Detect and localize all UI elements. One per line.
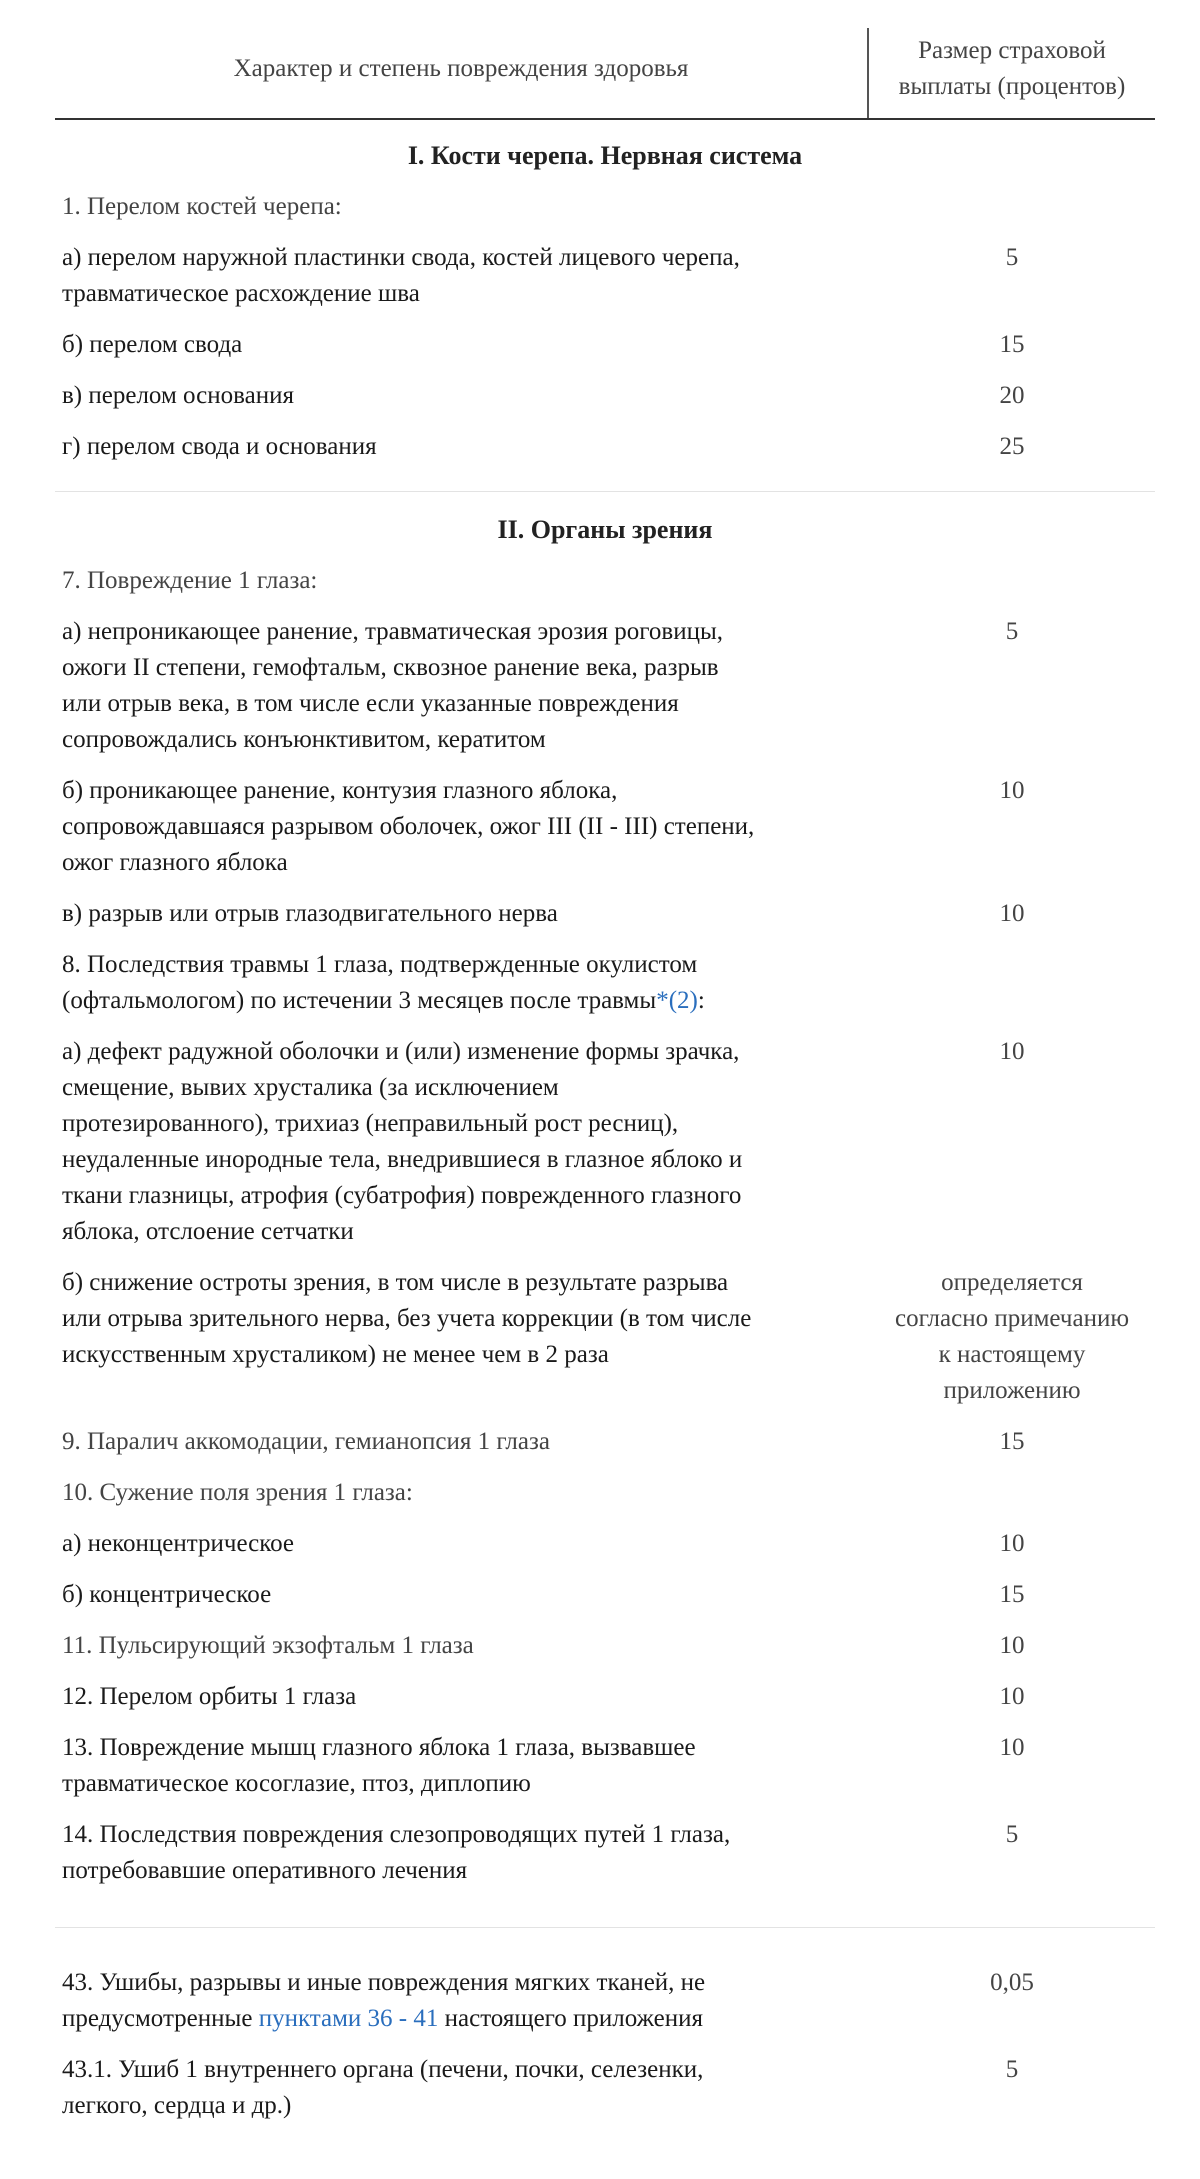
row-value: 15 (999, 1428, 1025, 1455)
table-row (55, 1958, 1155, 2045)
row-value-line: к настоящему (938, 1341, 1086, 1368)
row-value: 10 (999, 900, 1025, 927)
column-header-payment (869, 28, 1155, 118)
row-description-text: предусмотренные (62, 2005, 259, 2032)
row-description (55, 1265, 869, 1409)
row-description-line: 43.1. Ушиб 1 внутреннего органа (печени, почки, селезенки, (62, 2056, 704, 2083)
row-description (55, 1817, 869, 1889)
row-value (869, 947, 1155, 1019)
row-description (55, 773, 869, 881)
row-description: 10. Сужение поля зрения 1 глаза: (62, 1479, 413, 1506)
table-header (55, 28, 1155, 120)
row-description-line: ткани глазницы, атрофия (субатрофия) поврежденного глазного (62, 1182, 742, 1209)
row-description-line: смещение, вывих хрусталика (за исключением (62, 1074, 559, 1101)
row-description-line: травматическое расхождение шва (62, 280, 420, 307)
row-value: 5 (1005, 618, 1019, 645)
row-description-text: настоящего приложения (438, 2005, 703, 2032)
table-row (55, 1417, 1155, 1468)
row-description-line: б) снижение остроты зрения, в том числе в результате разрыва (62, 1269, 729, 1296)
row-description (55, 1965, 869, 2037)
table-row (55, 1621, 1155, 1672)
row-description (55, 947, 869, 1019)
row-value-line: определяется (941, 1269, 1083, 1296)
row-description-line: а) дефект радужной оболочки и (или) изменение формы зрачка, (62, 1038, 740, 1065)
row-description-line: яблока, отслоение сетчатки (62, 1218, 354, 1245)
row-description: 7. Повреждение 1 глаза: (62, 567, 318, 594)
table-row (55, 766, 1155, 889)
table-row (55, 1570, 1155, 1621)
row-value: 15 (999, 1581, 1025, 1608)
row-value-line: приложению (943, 1377, 1081, 1404)
row-description: б) перелом свода (62, 331, 243, 358)
table-row (55, 422, 1155, 473)
row-value: 10 (999, 777, 1025, 804)
row-value: 5 (1005, 2056, 1019, 2083)
row-description-line: легкого, сердца и др.) (62, 2092, 292, 2119)
row-description (55, 2052, 869, 2124)
row-description-line: а) непроникающее ранение, травматическая эрозия роговицы, (62, 618, 724, 645)
table-row (55, 233, 1155, 320)
row-description-line: потребовавшие оперативного лечения (62, 1857, 468, 1884)
row-value: 5 (1005, 1821, 1019, 1848)
row-description: б) концентрическое (62, 1581, 272, 1608)
row-value-line: согласно примечанию (894, 1305, 1130, 1332)
footnote-link[interactable]: *(2) (656, 987, 698, 1014)
section-title-vision: II. Органы зрения (497, 515, 713, 544)
row-description-line: сопровождались конъюнктивитом, кератитом (62, 726, 546, 753)
row-description-line: протезированного), трихиаз (неправильный рост ресниц), (62, 1110, 679, 1137)
row-description (55, 614, 869, 758)
insurance-payment-table (55, 28, 1155, 2132)
table-row (55, 556, 1155, 607)
table-row (55, 182, 1155, 233)
column-header-description: Характер и степень повреждения здоровья (55, 28, 869, 118)
column-header-payment-line1: Размер страховой (918, 37, 1106, 64)
row-description-line: ожог глазного яблока (62, 849, 288, 876)
row-description (55, 1730, 869, 1802)
row-value: 10 (999, 1683, 1025, 1710)
table-row (55, 1258, 1155, 1417)
row-description: г) перелом свода и основания (62, 433, 377, 460)
row-description-line: 43. Ушибы, разрывы и иные повреждения мягких тканей, не (62, 1969, 706, 1996)
row-description-line: б) проникающее ранение, контузия глазного яблока, (62, 777, 618, 804)
row-description-line: 14. Последствия повреждения слезопроводящих путей 1 глаза, (62, 1821, 731, 1848)
row-value: 10 (999, 1038, 1025, 1065)
row-description: 11. Пульсирующий экзофтальм 1 глаза (62, 1632, 474, 1659)
row-description-line (62, 2001, 857, 2037)
table-row (55, 2045, 1155, 2132)
row-description (55, 1034, 869, 1250)
row-value (869, 563, 1155, 599)
row-description-line: неудаленные инородные тела, внедрившиеся в глазное яблоко и (62, 1146, 743, 1173)
row-description: 12. Перелом орбиты 1 глаза (62, 1683, 357, 1710)
column-header-payment-line2: выплаты (процентов) (898, 73, 1126, 100)
row-value (869, 1475, 1155, 1511)
table-row (55, 371, 1155, 422)
row-description-line: сопровождавшаяся разрывом оболочек, ожог III (II - III) степени, (62, 813, 755, 840)
row-value: 20 (999, 382, 1025, 409)
row-description-text: (офтальмологом) по истечении 3 месяцев после травмы (62, 987, 657, 1014)
table-row (55, 320, 1155, 371)
row-description: в) перелом основания (62, 382, 294, 409)
table-row (55, 889, 1155, 940)
row-description-line: травматическое косоглазие, птоз, диплопию (62, 1770, 531, 1797)
row-description-line (62, 983, 857, 1019)
row-description: а) неконцентрическое (62, 1530, 295, 1557)
table-row (55, 1519, 1155, 1570)
row-description: 9. Паралич аккомодации, гемианопсия 1 глаза (62, 1428, 550, 1455)
row-value: 25 (999, 433, 1025, 460)
row-description: 1. Перелом костей черепа: (62, 193, 342, 220)
table-row (55, 1723, 1155, 1810)
row-description-line: или отрыва зрительного нерва, без учета коррекции (в том числе (62, 1305, 752, 1332)
row-value (869, 189, 1155, 225)
table-row (55, 1027, 1155, 1258)
table-row (55, 1810, 1155, 1897)
row-description-line: ожоги II степени, гемофтальм, сквозное ранение века, разрыв (62, 654, 719, 681)
row-description-line: а) перелом наружной пластинки свода, костей лицевого черепа, (62, 244, 740, 271)
row-description-line: 8. Последствия травмы 1 глаза, подтвержденные окулистом (62, 951, 698, 978)
row-value: 5 (1005, 244, 1019, 271)
points-link[interactable]: пунктами 36 - 41 (258, 2005, 439, 2032)
row-value: 10 (999, 1530, 1025, 1557)
table-row (55, 940, 1155, 1027)
table-row (55, 1672, 1155, 1723)
row-value: 15 (999, 331, 1025, 358)
table-row (55, 1468, 1155, 1519)
row-value (869, 1265, 1155, 1409)
row-description-line: искусственным хрусталиком) не менее чем в 2 раза (62, 1341, 609, 1368)
row-value: 10 (999, 1632, 1025, 1659)
row-description: в) разрыв или отрыв глазодвигательного нерва (62, 900, 558, 927)
row-description-line: или отрыв века, в том числе если указанные повреждения (62, 690, 679, 717)
section-title-skull: I. Кости черепа. Нервная система (407, 141, 803, 170)
row-description-text: : (697, 987, 705, 1014)
row-value: 0,05 (990, 1969, 1034, 1996)
row-description (55, 240, 869, 312)
table-row (55, 607, 1155, 766)
row-value: 10 (999, 1734, 1025, 1761)
row-description-line: 13. Повреждение мышц глазного яблока 1 глаза, вызвавшее (62, 1734, 696, 1761)
